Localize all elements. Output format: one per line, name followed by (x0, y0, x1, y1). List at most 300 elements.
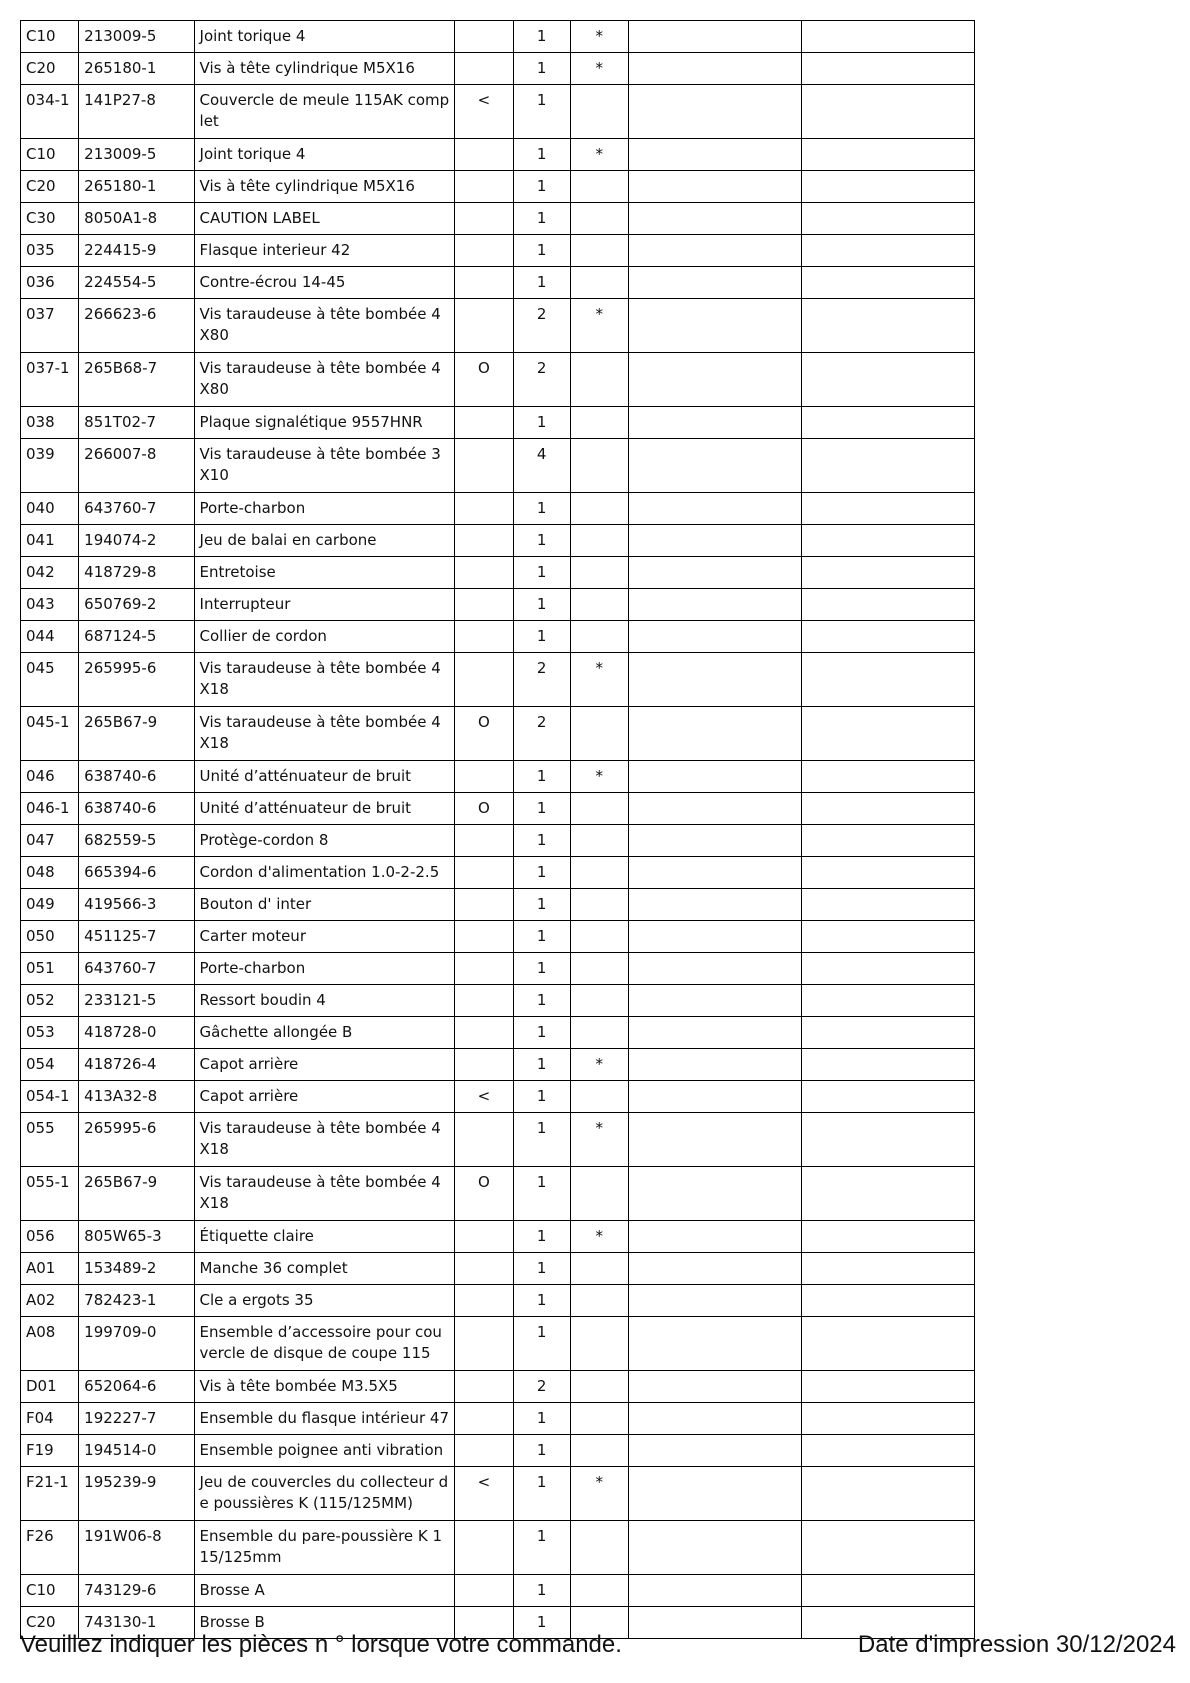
description-cell: Jeu de couvercles du collecteur de poussières K (115/125MM) (194, 1467, 455, 1521)
description-cell: Joint torique 4 (194, 139, 455, 171)
note-mark-cell (455, 1371, 513, 1403)
blank-a-cell (628, 953, 802, 985)
part-number-cell: 265180-1 (79, 171, 194, 203)
table-row (21, 1317, 975, 1371)
star-mark-cell (570, 171, 628, 203)
blank-b-cell (802, 1081, 975, 1113)
table-row (21, 1435, 975, 1467)
star-mark-cell (570, 1575, 628, 1607)
blank-a-cell (628, 139, 802, 171)
star-mark-cell: * (570, 1221, 628, 1253)
ref-number-cell: 048 (21, 857, 79, 889)
ref-number-cell: 046-1 (21, 793, 79, 825)
star-mark-cell (570, 1167, 628, 1221)
ref-number-cell: 045 (21, 653, 79, 707)
note-mark-cell (455, 589, 513, 621)
blank-b-cell (802, 407, 975, 439)
part-number-cell: 652064-6 (79, 1371, 194, 1403)
quantity-cell: 1 (513, 1607, 570, 1639)
quantity-cell: 1 (513, 1017, 570, 1049)
table-row (21, 439, 975, 493)
part-number-cell: 8050A1-8 (79, 203, 194, 235)
blank-a-cell (628, 493, 802, 525)
description-cell: Porte-charbon (194, 493, 455, 525)
quantity-cell: 1 (513, 267, 570, 299)
star-mark-cell: * (570, 139, 628, 171)
blank-b-cell (802, 1049, 975, 1081)
ref-number-cell: F04 (21, 1403, 79, 1435)
blank-a-cell (628, 203, 802, 235)
blank-b-cell (802, 653, 975, 707)
quantity-cell: 1 (513, 1317, 570, 1371)
note-mark-cell (455, 171, 513, 203)
note-mark-cell (455, 921, 513, 953)
ref-number-cell: F26 (21, 1521, 79, 1575)
note-mark-cell (455, 1285, 513, 1317)
blank-b-cell (802, 235, 975, 267)
quantity-cell: 1 (513, 557, 570, 589)
blank-a-cell (628, 1521, 802, 1575)
description-cell: Unité d’atténuateur de bruit (194, 761, 455, 793)
table-row (21, 1575, 975, 1607)
table-row (21, 589, 975, 621)
part-number-cell: 224554-5 (79, 267, 194, 299)
blank-b-cell (802, 525, 975, 557)
table-row (21, 793, 975, 825)
blank-a-cell (628, 1607, 802, 1639)
description-cell: Ensemble du flasque intérieur 47 (194, 1403, 455, 1435)
part-number-cell: 199709-0 (79, 1317, 194, 1371)
table-row (21, 889, 975, 921)
quantity-cell: 1 (513, 793, 570, 825)
star-mark-cell (570, 857, 628, 889)
star-mark-cell (570, 439, 628, 493)
part-number-cell: 194074-2 (79, 525, 194, 557)
blank-a-cell (628, 21, 802, 53)
description-cell: Vis taraudeuse à tête bombée 3X10 (194, 439, 455, 493)
ref-number-cell: D01 (21, 1371, 79, 1403)
table-row (21, 1167, 975, 1221)
part-number-cell: 418728-0 (79, 1017, 194, 1049)
description-cell: Vis à tête bombée M3.5X5 (194, 1371, 455, 1403)
blank-b-cell (802, 953, 975, 985)
blank-a-cell (628, 1113, 802, 1167)
order-note: Veuillez indiquer les pièces n ° lorsque votre commande. (20, 1631, 622, 1658)
star-mark-cell (570, 267, 628, 299)
note-mark-cell (455, 985, 513, 1017)
ref-number-cell: F19 (21, 1435, 79, 1467)
star-mark-cell (570, 889, 628, 921)
blank-a-cell (628, 1467, 802, 1521)
blank-a-cell (628, 1049, 802, 1081)
description-cell: Entretoise (194, 557, 455, 589)
blank-b-cell (802, 985, 975, 1017)
part-number-cell: 265995-6 (79, 653, 194, 707)
ref-number-cell: A02 (21, 1285, 79, 1317)
blank-b-cell (802, 353, 975, 407)
blank-b-cell (802, 1317, 975, 1371)
blank-b-cell (802, 1435, 975, 1467)
quantity-cell: 1 (513, 857, 570, 889)
blank-a-cell (628, 299, 802, 353)
description-cell: Vis à tête cylindrique M5X16 (194, 53, 455, 85)
note-mark-cell (455, 1049, 513, 1081)
ref-number-cell: 039 (21, 439, 79, 493)
table-row (21, 985, 975, 1017)
quantity-cell: 4 (513, 439, 570, 493)
description-cell: Manche 36 complet (194, 1253, 455, 1285)
quantity-cell: 1 (513, 1253, 570, 1285)
quantity-cell: 1 (513, 235, 570, 267)
table-row (21, 21, 975, 53)
part-number-cell: 266007-8 (79, 439, 194, 493)
blank-a-cell (628, 525, 802, 557)
part-number-cell: 265B68-7 (79, 353, 194, 407)
quantity-cell: 1 (513, 1285, 570, 1317)
blank-b-cell (802, 761, 975, 793)
note-mark-cell (455, 953, 513, 985)
blank-b-cell (802, 85, 975, 139)
ref-number-cell: C30 (21, 203, 79, 235)
part-number-cell: 265180-1 (79, 53, 194, 85)
blank-a-cell (628, 857, 802, 889)
description-cell: Unité d’atténuateur de bruit (194, 793, 455, 825)
note-mark-cell (455, 203, 513, 235)
note-mark-cell (455, 857, 513, 889)
part-number-cell: 213009-5 (79, 139, 194, 171)
description-cell: Gâchette allongée B (194, 1017, 455, 1049)
blank-a-cell (628, 621, 802, 653)
star-mark-cell: * (570, 653, 628, 707)
part-number-cell: 224415-9 (79, 235, 194, 267)
blank-a-cell (628, 235, 802, 267)
star-mark-cell: * (570, 21, 628, 53)
table-row (21, 921, 975, 953)
table-row (21, 1221, 975, 1253)
table-row (21, 1403, 975, 1435)
ref-number-cell: A01 (21, 1253, 79, 1285)
blank-a-cell (628, 1575, 802, 1607)
blank-b-cell (802, 793, 975, 825)
star-mark-cell (570, 85, 628, 139)
table-row (21, 825, 975, 857)
description-cell: Porte-charbon (194, 953, 455, 985)
quantity-cell: 1 (513, 139, 570, 171)
note-mark-cell (455, 139, 513, 171)
ref-number-cell: 054 (21, 1049, 79, 1081)
note-mark-cell (455, 493, 513, 525)
quantity-cell: 1 (513, 1435, 570, 1467)
part-number-cell: 265B67-9 (79, 707, 194, 761)
description-cell: Jeu de balai en carbone (194, 525, 455, 557)
star-mark-cell (570, 1081, 628, 1113)
table-row (21, 139, 975, 171)
blank-a-cell (628, 1403, 802, 1435)
quantity-cell: 1 (513, 953, 570, 985)
blank-b-cell (802, 493, 975, 525)
star-mark-cell (570, 953, 628, 985)
blank-a-cell (628, 1221, 802, 1253)
table-row (21, 857, 975, 889)
blank-a-cell (628, 353, 802, 407)
note-mark-cell: O (455, 793, 513, 825)
quantity-cell: 1 (513, 589, 570, 621)
ref-number-cell: 049 (21, 889, 79, 921)
blank-b-cell (802, 267, 975, 299)
star-mark-cell (570, 1253, 628, 1285)
blank-b-cell (802, 139, 975, 171)
quantity-cell: 2 (513, 353, 570, 407)
blank-a-cell (628, 1317, 802, 1371)
table-row (21, 1113, 975, 1167)
star-mark-cell (570, 1371, 628, 1403)
ref-number-cell: A08 (21, 1317, 79, 1371)
blank-a-cell (628, 439, 802, 493)
table-row (21, 85, 975, 139)
note-mark-cell (455, 299, 513, 353)
table-row (21, 1017, 975, 1049)
quantity-cell: 1 (513, 85, 570, 139)
star-mark-cell (570, 235, 628, 267)
ref-number-cell: 037-1 (21, 353, 79, 407)
blank-a-cell (628, 889, 802, 921)
ref-number-cell: 040 (21, 493, 79, 525)
note-mark-cell: < (455, 85, 513, 139)
star-mark-cell (570, 557, 628, 589)
star-mark-cell (570, 589, 628, 621)
part-number-cell: 687124-5 (79, 621, 194, 653)
ref-number-cell: 055-1 (21, 1167, 79, 1221)
table-row (21, 267, 975, 299)
blank-a-cell (628, 557, 802, 589)
note-mark-cell (455, 21, 513, 53)
star-mark-cell (570, 407, 628, 439)
blank-a-cell (628, 921, 802, 953)
ref-number-cell: 056 (21, 1221, 79, 1253)
table-row (21, 53, 975, 85)
note-mark-cell (455, 761, 513, 793)
description-cell: Vis taraudeuse à tête bombée 4X18 (194, 1167, 455, 1221)
ref-number-cell: 044 (21, 621, 79, 653)
star-mark-cell: * (570, 1049, 628, 1081)
star-mark-cell: * (570, 1113, 628, 1167)
table-row (21, 1081, 975, 1113)
blank-a-cell (628, 1253, 802, 1285)
ref-number-cell: 050 (21, 921, 79, 953)
quantity-cell: 1 (513, 493, 570, 525)
quantity-cell: 1 (513, 1167, 570, 1221)
table-row (21, 707, 975, 761)
part-number-cell: 682559-5 (79, 825, 194, 857)
part-number-cell: 141P27-8 (79, 85, 194, 139)
ref-number-cell: 045-1 (21, 707, 79, 761)
ref-number-cell: 043 (21, 589, 79, 621)
star-mark-cell (570, 203, 628, 235)
ref-number-cell: C10 (21, 21, 79, 53)
star-mark-cell (570, 985, 628, 1017)
quantity-cell: 1 (513, 53, 570, 85)
note-mark-cell (455, 1317, 513, 1371)
ref-number-cell: C10 (21, 1575, 79, 1607)
part-number-cell: 782423-1 (79, 1285, 194, 1317)
part-number-cell: 643760-7 (79, 493, 194, 525)
ref-number-cell: 034-1 (21, 85, 79, 139)
star-mark-cell (570, 525, 628, 557)
blank-b-cell (802, 857, 975, 889)
part-number-cell: 650769-2 (79, 589, 194, 621)
blank-a-cell (628, 793, 802, 825)
quantity-cell: 1 (513, 1521, 570, 1575)
note-mark-cell (455, 1221, 513, 1253)
part-number-cell: 805W65-3 (79, 1221, 194, 1253)
note-mark-cell (455, 653, 513, 707)
quantity-cell: 1 (513, 203, 570, 235)
star-mark-cell (570, 1521, 628, 1575)
blank-b-cell (802, 707, 975, 761)
note-mark-cell: < (455, 1467, 513, 1521)
blank-b-cell (802, 439, 975, 493)
description-cell: Carter moteur (194, 921, 455, 953)
note-mark-cell (455, 267, 513, 299)
star-mark-cell: * (570, 299, 628, 353)
description-cell: Vis taraudeuse à tête bombée 4X80 (194, 299, 455, 353)
parts-table-body (21, 21, 975, 1639)
description-cell: Vis taraudeuse à tête bombée 4X80 (194, 353, 455, 407)
blank-a-cell (628, 85, 802, 139)
ref-number-cell: C10 (21, 139, 79, 171)
ref-number-cell: 054-1 (21, 1081, 79, 1113)
part-number-cell: 233121-5 (79, 985, 194, 1017)
description-cell: Brosse A (194, 1575, 455, 1607)
note-mark-cell: O (455, 707, 513, 761)
description-cell: Étiquette claire (194, 1221, 455, 1253)
star-mark-cell (570, 1317, 628, 1371)
description-cell: Joint torique 4 (194, 21, 455, 53)
part-number-cell: 194514-0 (79, 1435, 194, 1467)
description-cell: Ressort boudin 4 (194, 985, 455, 1017)
note-mark-cell (455, 53, 513, 85)
part-number-cell: 451125-7 (79, 921, 194, 953)
quantity-cell: 1 (513, 1467, 570, 1521)
quantity-cell: 1 (513, 21, 570, 53)
star-mark-cell: * (570, 1467, 628, 1521)
quantity-cell: 1 (513, 407, 570, 439)
table-row (21, 525, 975, 557)
description-cell: Flasque interieur 42 (194, 235, 455, 267)
blank-a-cell (628, 1285, 802, 1317)
part-number-cell: 743130-1 (79, 1607, 194, 1639)
quantity-cell: 2 (513, 707, 570, 761)
description-cell: Brosse B (194, 1607, 455, 1639)
blank-a-cell (628, 1435, 802, 1467)
part-number-cell: 418729-8 (79, 557, 194, 589)
part-number-cell: 213009-5 (79, 21, 194, 53)
description-cell: Vis à tête cylindrique M5X16 (194, 171, 455, 203)
ref-number-cell: 053 (21, 1017, 79, 1049)
quantity-cell: 1 (513, 1403, 570, 1435)
blank-b-cell (802, 557, 975, 589)
blank-a-cell (628, 707, 802, 761)
note-mark-cell (455, 825, 513, 857)
blank-a-cell (628, 653, 802, 707)
ref-number-cell: 036 (21, 267, 79, 299)
blank-b-cell (802, 1371, 975, 1403)
part-number-cell: 265995-6 (79, 1113, 194, 1167)
description-cell: Ensemble d’accessoire pour couvercle de disque de coupe 115 (194, 1317, 455, 1371)
part-number-cell: 418726-4 (79, 1049, 194, 1081)
ref-number-cell: 052 (21, 985, 79, 1017)
blank-b-cell (802, 621, 975, 653)
quantity-cell: 1 (513, 1575, 570, 1607)
star-mark-cell (570, 1403, 628, 1435)
blank-b-cell (802, 1167, 975, 1221)
part-number-cell: 638740-6 (79, 793, 194, 825)
table-row (21, 621, 975, 653)
description-cell: Capot arrière (194, 1049, 455, 1081)
quantity-cell: 1 (513, 761, 570, 793)
description-cell: Protège-cordon 8 (194, 825, 455, 857)
quantity-cell: 1 (513, 171, 570, 203)
description-cell: Plaque signalétique 9557HNR (194, 407, 455, 439)
part-number-cell: 153489-2 (79, 1253, 194, 1285)
ref-number-cell: 046 (21, 761, 79, 793)
blank-a-cell (628, 589, 802, 621)
note-mark-cell (455, 235, 513, 267)
table-row (21, 407, 975, 439)
part-number-cell: 419566-3 (79, 889, 194, 921)
description-cell: Vis taraudeuse à tête bombée 4X18 (194, 707, 455, 761)
blank-a-cell (628, 985, 802, 1017)
note-mark-cell (455, 1435, 513, 1467)
blank-b-cell (802, 21, 975, 53)
note-mark-cell (455, 1521, 513, 1575)
quantity-cell: 1 (513, 889, 570, 921)
ref-number-cell: 038 (21, 407, 79, 439)
note-mark-cell (455, 1403, 513, 1435)
description-cell: Cordon d'alimentation 1.0-2-2.5 (194, 857, 455, 889)
blank-a-cell (628, 1371, 802, 1403)
description-cell: Bouton d' inter (194, 889, 455, 921)
blank-a-cell (628, 171, 802, 203)
blank-b-cell (802, 825, 975, 857)
ref-number-cell: 037 (21, 299, 79, 353)
parts-table (20, 20, 975, 1639)
table-row (21, 1285, 975, 1317)
table-row (21, 299, 975, 353)
quantity-cell: 1 (513, 1081, 570, 1113)
blank-b-cell (802, 299, 975, 353)
quantity-cell: 1 (513, 825, 570, 857)
blank-a-cell (628, 53, 802, 85)
blank-b-cell (802, 1017, 975, 1049)
blank-a-cell (628, 407, 802, 439)
star-mark-cell (570, 493, 628, 525)
note-mark-cell (455, 525, 513, 557)
part-number-cell: 265B67-9 (79, 1167, 194, 1221)
table-row (21, 653, 975, 707)
table-row (21, 1049, 975, 1081)
star-mark-cell (570, 825, 628, 857)
note-mark-cell (455, 407, 513, 439)
quantity-cell: 1 (513, 1113, 570, 1167)
quantity-cell: 1 (513, 1221, 570, 1253)
table-row (21, 203, 975, 235)
blank-a-cell (628, 825, 802, 857)
ref-number-cell: 055 (21, 1113, 79, 1167)
blank-b-cell (802, 203, 975, 235)
description-cell: Collier de cordon (194, 621, 455, 653)
star-mark-cell (570, 707, 628, 761)
